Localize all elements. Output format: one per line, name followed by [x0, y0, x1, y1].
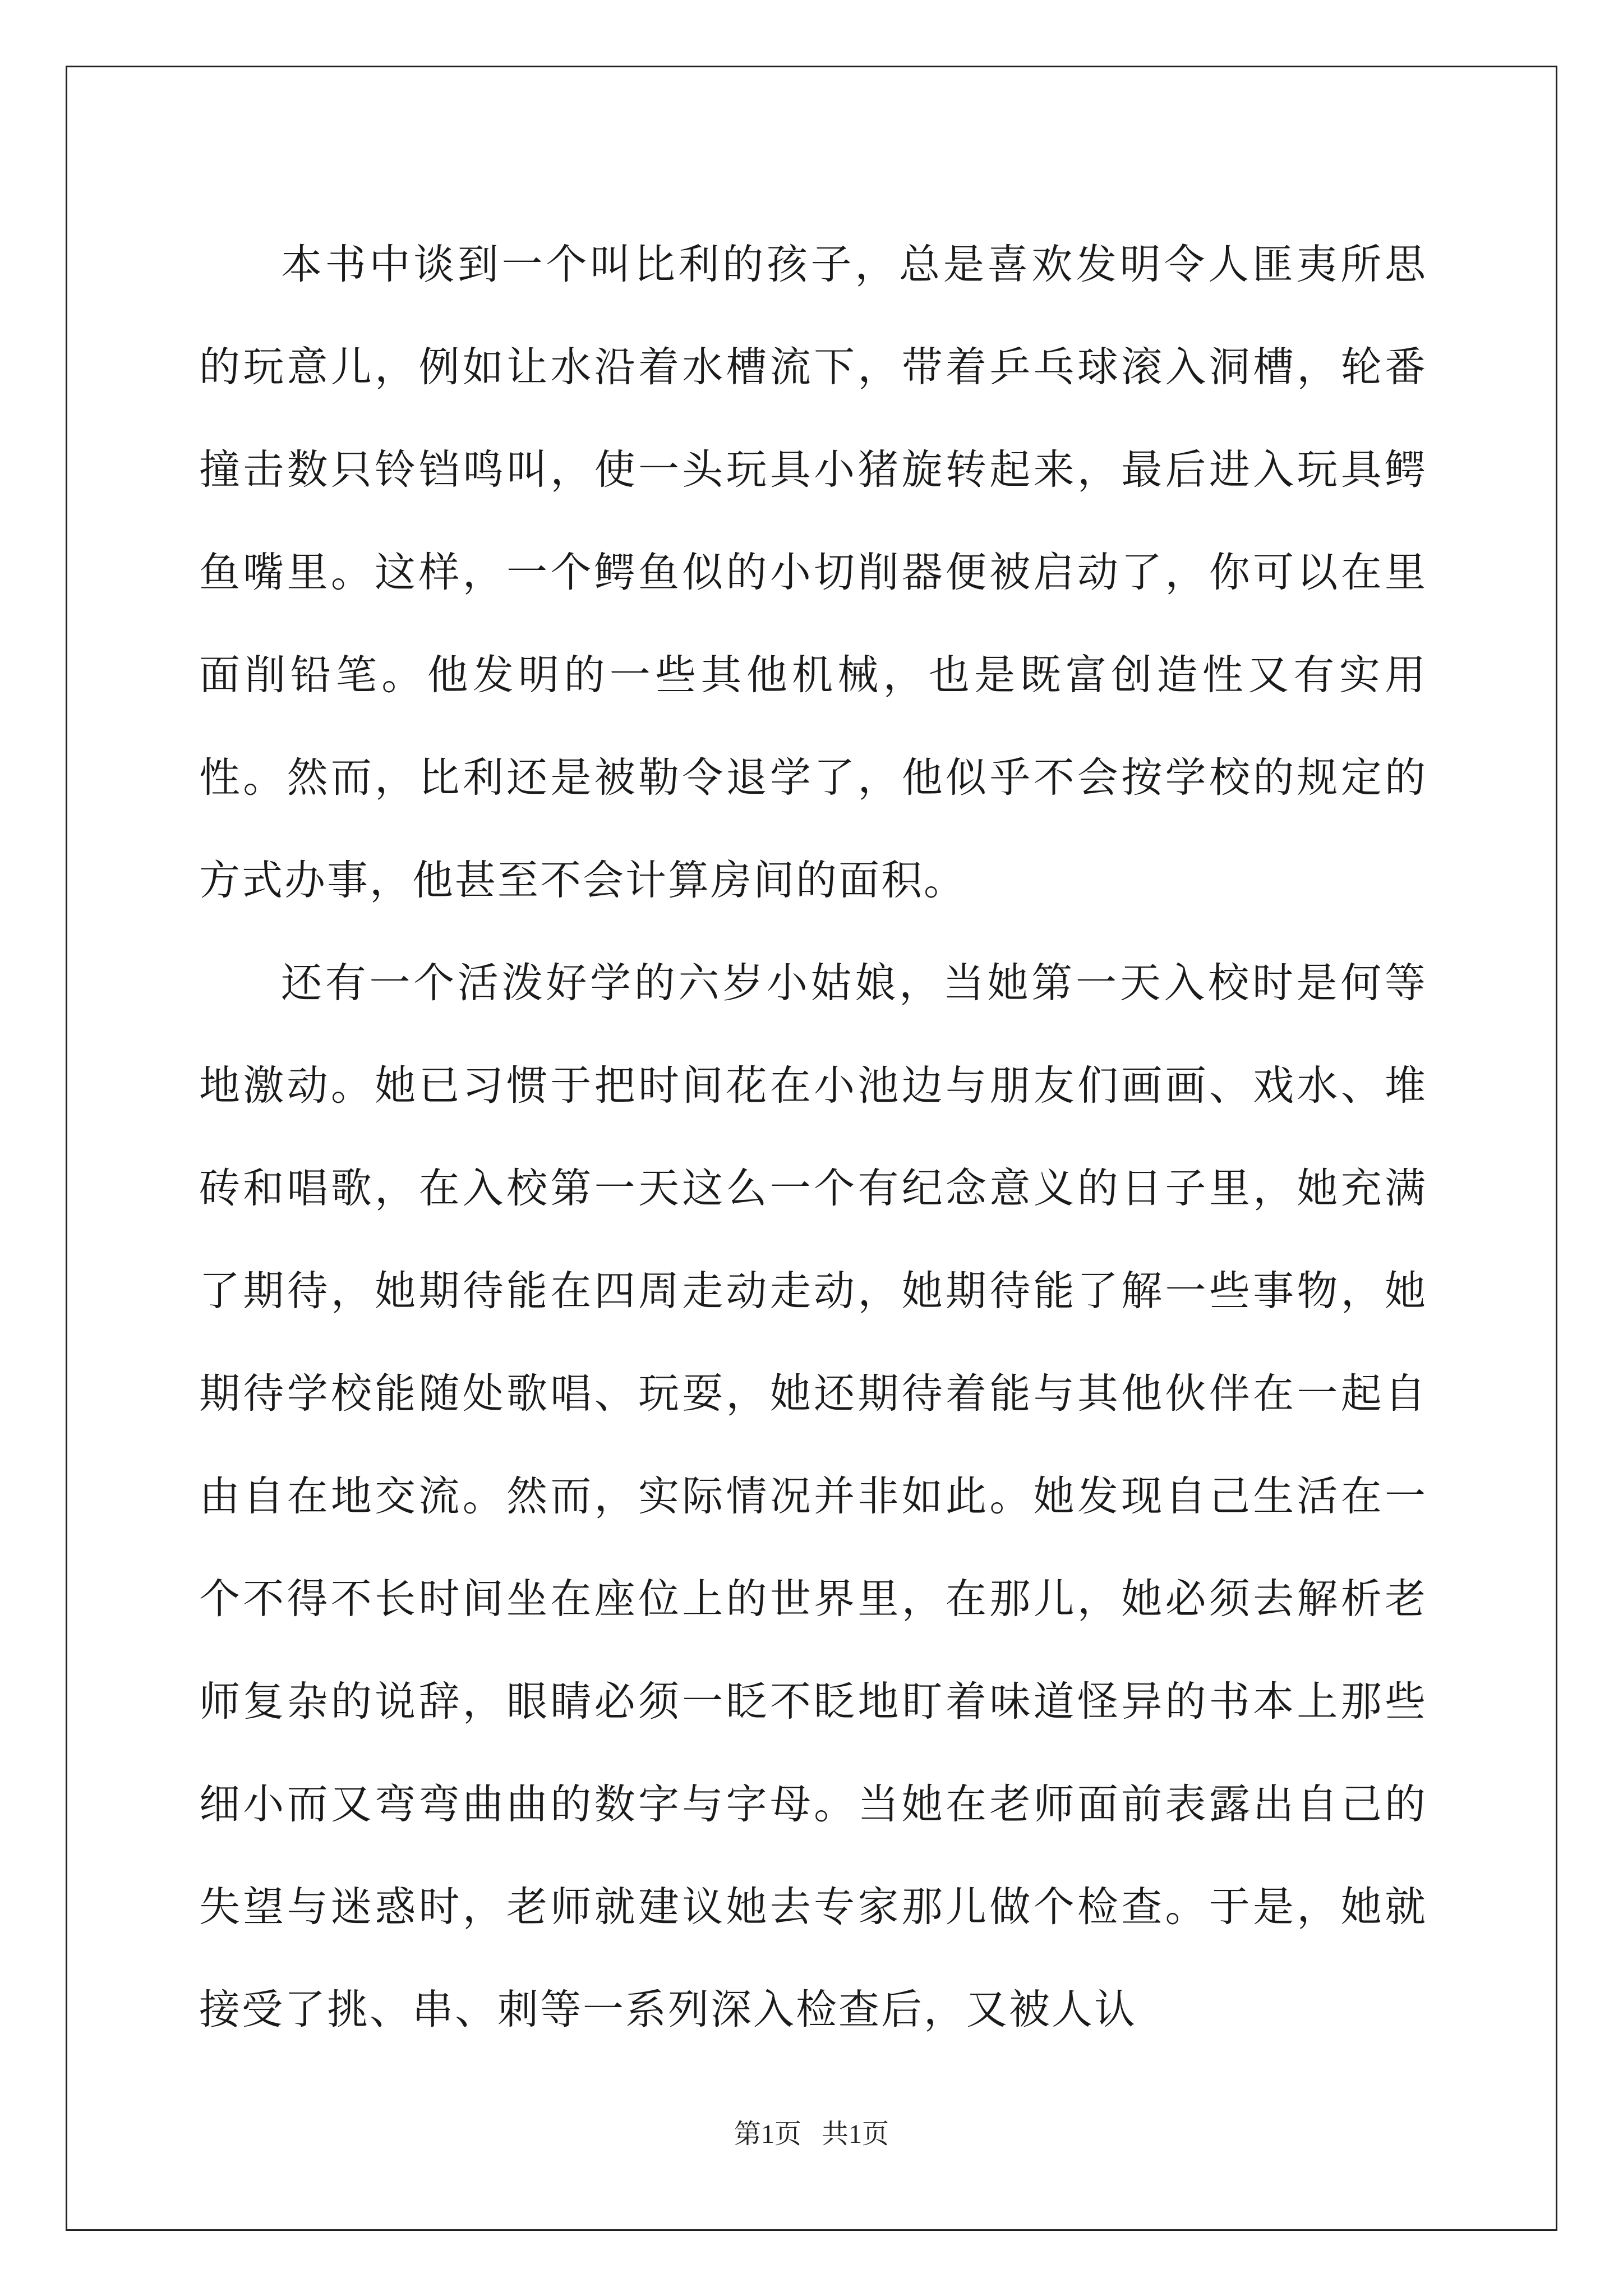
page-footer: 第1页 共1页: [734, 2119, 889, 2149]
paragraph-2: 还有一个活泼好学的六岁小姑娘，当她第一天入校时是何等地激动。她已习惯于把时间花在小池边与朋友们画画、戏水、堆砖和唱歌，在入校第一天这么一个有纪念意义的日子里，她充满了期待，她期待能在四周走动走动，她期待能了解一些事物，她期待学校能随处歌唱、玩耍，她还期待着能与其他伙伴在一起自由自在地交流。然而，实际情况并非如此。她发现自己生活在一个不得不长时间坐在座位上的世界里，在那儿，她必须去解析老师复杂的说辞，眼睛必须一眨不眨地盯着味道怪异的书本上那些细小而又弯弯曲曲的数字与字母。当她在老师面前表露出自己的失望与迷惑时，老师就建议她去专家那儿做个检查。于是，她就接受了挑、串、刺等一系列深入检查后，又被人认: [199, 959, 1427, 2033]
paragraph-1: 本书中谈到一个叫比利的孩子，总是喜欢发明令人匪夷所思的玩意儿，例如让水沿着水槽流下，带着乒乓球滚入洞槽，轮番撞击数只铃铛鸣叫，使一头玩具小猪旋转起来，最后进入玩具鳄鱼嘴里。这样，一个鳄鱼似的小切削器便被启动了，你可以在里面削铅笔。他发明的一些其他机械，也是既富创造性又有实用性。然而，比利还是被勒令退学了，他似乎不会按学校的规定的方式办事，他甚至不会计算房间的面积。: [199, 241, 1427, 904]
document-body: [199, 213, 1427, 2061]
